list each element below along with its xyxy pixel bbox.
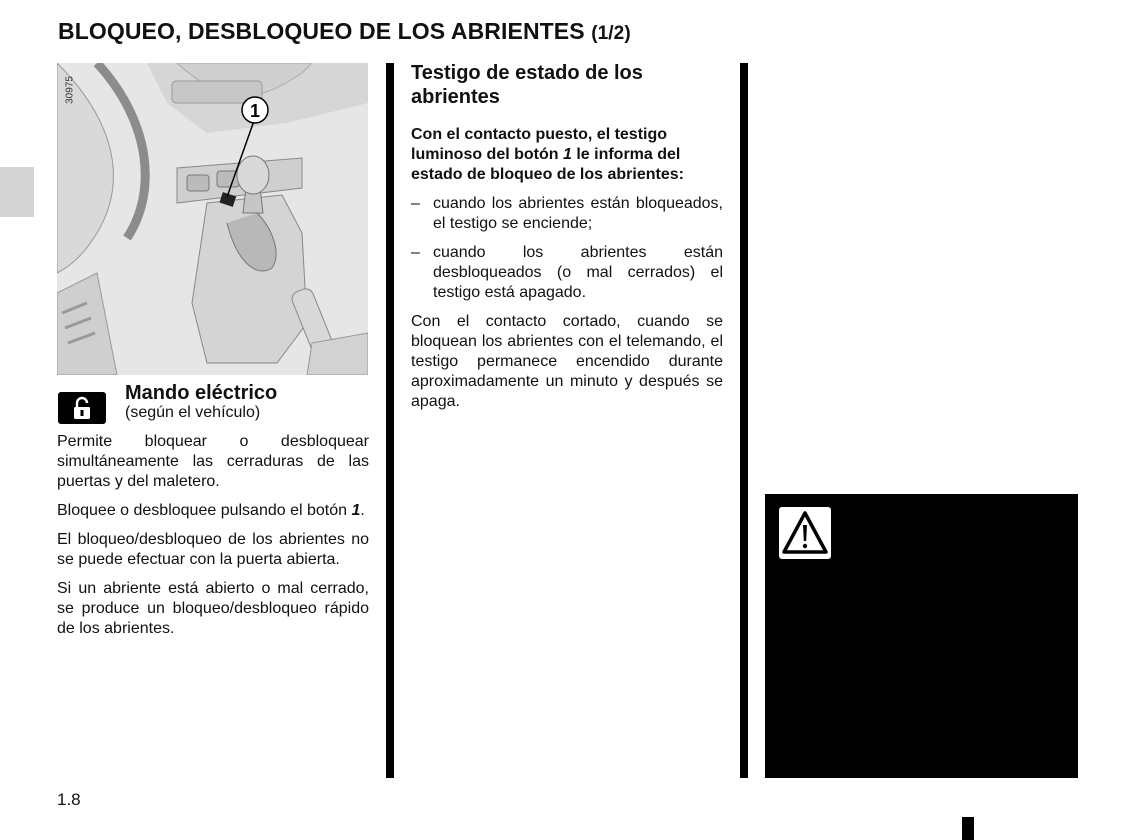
section-heading-electric-control: Mando eléctrico bbox=[125, 382, 278, 404]
middle-column-text bbox=[411, 125, 723, 421]
figure-code-text: 30975 bbox=[64, 76, 76, 104]
page-number: 1.8 bbox=[57, 790, 81, 809]
list-item-text: cuando los abrientes están desbloqueados (o mal cerrados) el testigo está apagado. bbox=[433, 244, 723, 301]
list-dash: – bbox=[411, 195, 420, 212]
figure-callout-1: 1 bbox=[249, 101, 261, 121]
column-divider-left bbox=[386, 63, 394, 778]
paragraph: Si un abriente está abierto o mal cerrado, se produce un bloqueo/desbloqueo rápido de los abrientes. bbox=[57, 580, 369, 637]
list-item bbox=[411, 194, 723, 234]
paragraph: Permite bloquear o desbloquear simultáneamente las cerraduras de las puertas y del maletero. bbox=[57, 433, 369, 490]
left-column-text bbox=[57, 432, 369, 648]
paragraph-button bbox=[57, 501, 369, 521]
paragraph: El bloqueo/desbloqueo de los abrientes no se puede efectuar con la puerta abierta. bbox=[57, 531, 369, 568]
list-item-text: cuando los abrientes están bloqueados, el testigo se enciende; bbox=[433, 195, 723, 232]
gear-console-photo bbox=[57, 63, 368, 375]
page-title bbox=[58, 18, 631, 45]
page-title-text: BLOQUEO, DESBLOQUEO DE LOS ABRIENTES bbox=[58, 18, 585, 44]
list-item bbox=[411, 243, 723, 303]
lock-open-icon bbox=[58, 392, 106, 424]
page-part: (1/2) bbox=[591, 23, 631, 44]
intro-text: le informa del estado de bloqueo de los abrientes: bbox=[411, 146, 684, 183]
corner-mark bbox=[962, 817, 974, 840]
paragraph-text: Bloquee o desbloquee pulsando el botón bbox=[57, 502, 352, 519]
section-thumb-tab bbox=[0, 167, 34, 217]
warning-triangle-icon bbox=[778, 506, 832, 560]
section-note: (según el vehículo) bbox=[125, 404, 261, 421]
button-reference: 1 bbox=[351, 502, 361, 519]
button-reference: 1 bbox=[562, 146, 572, 163]
section-heading-status-light: Testigo de estado de los abrientes bbox=[411, 62, 643, 108]
list-dash: – bbox=[411, 244, 420, 261]
figure-code bbox=[60, 70, 80, 110]
paragraph: Con el contacto cortado, cuando se bloquean los abrientes con el telemando, el testigo permanece encendido durante aproximadamente un minuto y después se apaga. bbox=[411, 313, 723, 410]
column-divider-right bbox=[740, 63, 748, 778]
intro-paragraph bbox=[411, 125, 723, 185]
intro-text: Con el contacto puesto, el testigo luminoso del botón bbox=[411, 126, 668, 163]
paragraph-text: . bbox=[360, 502, 365, 519]
